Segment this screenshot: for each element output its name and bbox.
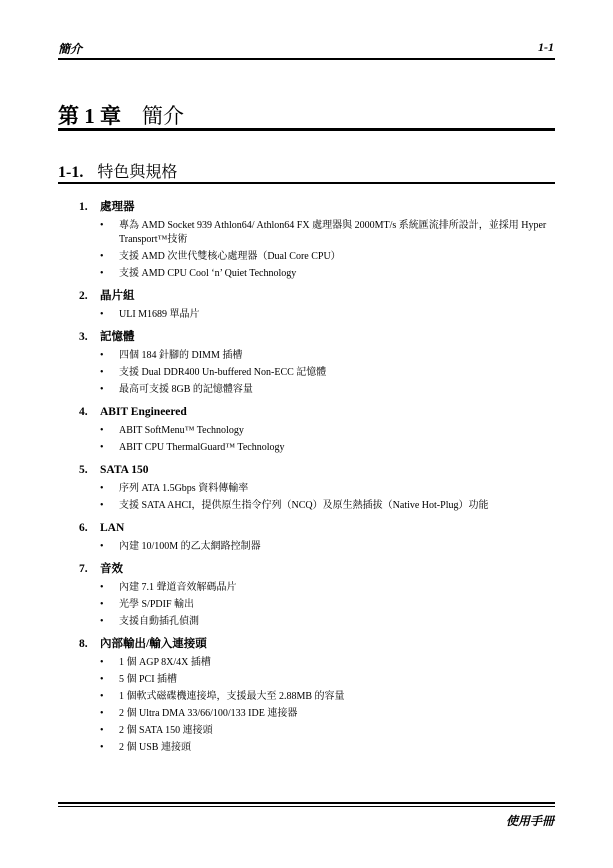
- feature-bullet: • 2 個 SATA 150 連接頭: [79, 724, 557, 738]
- section-number: 1-1.: [58, 164, 84, 181]
- feature-bullet: • 支援自動插孔偵測: [79, 615, 557, 629]
- feature-item-index: 6.: [79, 522, 88, 534]
- footer-rule-thick: [58, 802, 555, 804]
- feature-bullet-list: [79, 219, 557, 281]
- feature-bullet-list: [79, 482, 557, 513]
- feature-item: [79, 330, 557, 397]
- feature-bullet-list: [79, 424, 557, 455]
- section-heading: [58, 159, 177, 182]
- feature-item: [79, 521, 557, 554]
- feature-item: [79, 562, 557, 629]
- footer-manual-title: 使用手冊: [505, 814, 554, 828]
- section-rule: [58, 182, 555, 184]
- feature-item-heading: [79, 405, 557, 420]
- feature-item-heading: [79, 463, 557, 478]
- feature-item-title: 音效: [100, 563, 123, 575]
- feature-bullet: • ABIT CPU ThermalGuard™ Technology: [79, 441, 557, 455]
- feature-bullet-list: [79, 349, 557, 397]
- feature-bullet: • 支援 Dual DDR400 Un-buffered Non-ECC 記憶體: [79, 366, 557, 380]
- feature-item: [79, 289, 557, 322]
- feature-bullet: • 內建 10/100M 的乙太網路控制器: [79, 540, 557, 554]
- chapter-number: 第 1 章: [58, 104, 121, 128]
- section-title: 特色與規格: [97, 164, 178, 181]
- feature-bullet: • 內建 7.1 聲道音效解碼晶片: [79, 581, 557, 595]
- feature-bullet: • 四個 184 針腳的 DIMM 插槽: [79, 349, 557, 363]
- feature-bullet-list: [79, 581, 557, 629]
- feature-item-heading: [79, 562, 557, 577]
- feature-bullet: • 1 個軟式磁碟機連接埠，支援最大至 2.88MB 的容量: [79, 690, 557, 704]
- feature-item-index: 5.: [79, 464, 88, 476]
- feature-item: [79, 637, 557, 755]
- feature-item: [79, 463, 557, 513]
- feature-item-heading: [79, 637, 557, 652]
- feature-list: [79, 200, 557, 763]
- feature-bullet: • 光學 S/PDIF 輸出: [79, 598, 557, 612]
- feature-item-index: 3.: [79, 331, 88, 343]
- feature-bullet: • 序列 ATA 1.5Gbps 資料傳輸率: [79, 482, 557, 496]
- feature-item-title: 晶片組: [100, 290, 135, 302]
- feature-item-title: ABIT Engineered: [100, 406, 187, 418]
- feature-item-index: 1.: [79, 201, 88, 213]
- feature-item-title: 處理器: [100, 201, 135, 213]
- feature-bullet-list: [79, 656, 557, 755]
- feature-item-index: 2.: [79, 290, 88, 302]
- feature-bullet: • 支援 AMD CPU Cool ‘n’ Quiet Technology: [79, 267, 557, 281]
- feature-item-heading: [79, 200, 557, 215]
- feature-bullet-list: [79, 308, 557, 322]
- chapter-heading: [58, 100, 184, 130]
- feature-item-heading: [79, 289, 557, 304]
- feature-item-title: 內部輸出/輸入連接頭: [100, 638, 207, 650]
- feature-bullet: • 2 個 Ultra DMA 33/66/100/133 IDE 連接器: [79, 707, 557, 721]
- feature-bullet: • ABIT SoftMenu™ Technology: [79, 424, 557, 438]
- feature-bullet: • 5 個 PCI 插槽: [79, 673, 557, 687]
- feature-item-title: SATA 150: [100, 464, 149, 476]
- feature-bullet: • 支援 AMD 次世代雙核心處理器（Dual Core CPU）: [79, 250, 557, 264]
- feature-bullet: • 支援 SATA AHCI，提供原生指令佇列（NCQ）及原生熱插拔（Native Hot-Plug）功能: [79, 499, 557, 513]
- feature-item-index: 8.: [79, 638, 88, 650]
- feature-item-index: 7.: [79, 563, 88, 575]
- feature-item-heading: [79, 521, 557, 536]
- chapter-rule: [58, 128, 555, 131]
- feature-item: [79, 200, 557, 281]
- feature-bullet: • ULI M1689 單晶片: [79, 308, 557, 322]
- header-section-title: 簡介: [58, 42, 83, 56]
- feature-bullet: • 專為 AMD Socket 939 Athlon64/ Athlon64 FX 處理器與 2000MT/s 系統匯流排所設計，並採用 Hyper Transport™技術: [79, 219, 557, 247]
- feature-item-heading: [79, 330, 557, 345]
- footer-rule-thin: [58, 806, 555, 807]
- feature-item-title: 記憶體: [100, 331, 135, 343]
- header-rule: [58, 58, 555, 60]
- header-page-number: 1-1: [538, 40, 554, 54]
- feature-bullet: • 1 個 AGP 8X/4X 插槽: [79, 656, 557, 670]
- feature-bullet: • 2 個 USB 連接頭: [79, 741, 557, 755]
- chapter-title: 簡介: [142, 104, 184, 128]
- feature-bullet-list: [79, 540, 557, 554]
- feature-item-title: LAN: [100, 522, 125, 534]
- feature-item: [79, 405, 557, 455]
- feature-bullet: • 最高可支援 8GB 的記憶體容量: [79, 383, 557, 397]
- feature-item-index: 4.: [79, 406, 88, 418]
